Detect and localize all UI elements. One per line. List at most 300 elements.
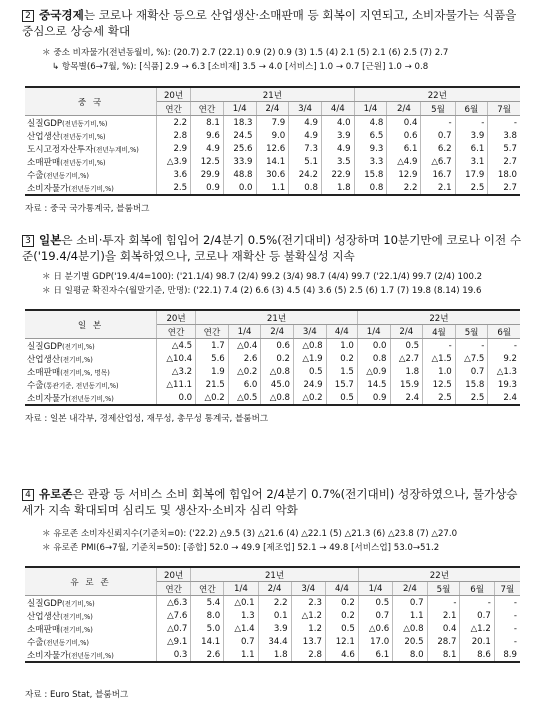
table-row (25, 339, 520, 353)
china-heading (22, 7, 527, 39)
table-cell: △1.2 (460, 622, 494, 635)
section-number: 3 (22, 235, 34, 247)
indicator-name: 실질GDP (27, 341, 63, 352)
table-cell: 22.9 (321, 168, 354, 181)
column-header: 연간 (157, 325, 196, 339)
row-label (25, 648, 157, 662)
table-row (25, 609, 520, 622)
table-cell: △0.8 (294, 339, 327, 353)
table-cell: 0.7 (421, 129, 455, 142)
table-cell: 2.9 (157, 142, 191, 155)
table-cell: △0.7 (157, 622, 191, 635)
table-cell: △1.4 (224, 622, 258, 635)
table-cell: 0.9 (357, 391, 390, 405)
year-group-header: 21년 (191, 567, 358, 582)
year-group-header: 20년 (157, 87, 191, 102)
table-row (25, 142, 520, 155)
table-cell: 6.5 (354, 129, 387, 142)
table-cell: △1.2 (291, 609, 325, 622)
indicator-unit: (전년동기비,%) (68, 394, 114, 403)
indicator-unit: (통관기준, 전년동기비,%) (43, 381, 119, 390)
table-row (25, 648, 520, 662)
table-cell: 5.4 (191, 596, 224, 610)
indicator-name: 수출 (27, 637, 44, 648)
table-cell: 0.4 (427, 622, 460, 635)
table-cell: 45.0 (261, 378, 294, 391)
table-row (25, 622, 520, 635)
table-cell: △0.8 (261, 365, 294, 378)
table-cell: △0.1 (224, 596, 258, 610)
table-cell: 2.8 (291, 648, 325, 662)
table-cell: 0.0 (157, 391, 196, 405)
table-cell: 19.3 (488, 378, 520, 391)
table-cell: 2.8 (157, 129, 191, 142)
table-cell: 0.2 (261, 352, 294, 365)
year-group-header: 21년 (191, 87, 355, 102)
table-cell: 2.4 (488, 391, 520, 405)
table-cell: 2.6 (228, 352, 261, 365)
row-label (25, 378, 157, 391)
column-header: 7월 (494, 582, 520, 596)
indicator-unit: (전년누계비,%) (93, 145, 139, 154)
table-cell: 4.9 (191, 142, 224, 155)
table-cell: 1.1 (393, 609, 427, 622)
column-header: 1/4 (354, 102, 387, 116)
table-cell: 2.1 (427, 609, 460, 622)
table-cell: 21.5 (196, 378, 229, 391)
table-cell: 14.1 (191, 635, 224, 648)
year-group-header: 22년 (354, 87, 520, 102)
indicator-unit: (전년동기비,%) (60, 132, 106, 141)
table-cell: 0.4 (387, 116, 421, 130)
row-label (25, 142, 157, 155)
table-cell: 1.5 (326, 365, 357, 378)
column-header: 3/4 (291, 582, 325, 596)
table-cell: 9.3 (354, 142, 387, 155)
heading-bold: 일본 (39, 233, 62, 247)
table-cell: 0.7 (224, 635, 258, 648)
table-cell: 1.1 (256, 181, 289, 195)
table-cell: 0.2 (326, 352, 357, 365)
table-cell: △1.5 (423, 352, 456, 365)
table-cell: 9.0 (256, 129, 289, 142)
row-label (25, 339, 157, 353)
table-row (25, 168, 520, 181)
table-cell: 1.7 (196, 339, 229, 353)
table-cell: 2.3 (291, 596, 325, 610)
table-cell: 8.1 (191, 116, 224, 130)
table-cell: 3.6 (157, 168, 191, 181)
column-header: 연간 (157, 582, 191, 596)
table-row (25, 596, 520, 610)
table-cell: 4.9 (321, 142, 354, 155)
table-row (25, 129, 520, 142)
table-cell: - (455, 116, 488, 130)
table-cell: 1.0 (326, 339, 357, 353)
table-cell: 15.7 (326, 378, 357, 391)
table-cell: △4.9 (387, 155, 421, 168)
table-row (25, 155, 520, 168)
table-cell: 5.7 (488, 142, 520, 155)
table-cell: 2.4 (390, 391, 423, 405)
table-cell: - (488, 116, 520, 130)
year-group-header: 20년 (157, 567, 191, 582)
indicator-name: 소매판매 (27, 624, 61, 635)
table-cell: △2.7 (390, 352, 423, 365)
table-cell: 0.7 (455, 365, 488, 378)
japan-note-1: ＊ 日 분기별 GDP('19.4/4=100): ('21.1/4) 98.7 (2/4) 99.2 (3/4) 98.7 (4/4) 99.7 ('22.1/4) 99.7 (2/4) 100.2 (42, 272, 483, 282)
row-label (25, 352, 157, 365)
row-label (25, 635, 157, 648)
table-cell: △1.3 (488, 365, 520, 378)
table-cell: 2.1 (421, 181, 455, 195)
column-header: 1/4 (224, 582, 258, 596)
table-cell: △3.2 (157, 365, 196, 378)
table-cell: 8.6 (460, 648, 494, 662)
table-cell: 1.1 (224, 648, 258, 662)
row-label (25, 622, 157, 635)
table-cell: 3.9 (455, 129, 488, 142)
column-header: 연간 (157, 102, 191, 116)
table-cell: △9.1 (157, 635, 191, 648)
column-header: 6월 (488, 325, 520, 339)
table-cell: 24.5 (223, 129, 256, 142)
table-cell: - (494, 609, 520, 622)
column-header: 2/4 (393, 582, 427, 596)
table-cell: △0.2 (294, 391, 327, 405)
table-cell: 0.8 (354, 181, 387, 195)
table-cell: △4.5 (157, 339, 196, 353)
table-cell: 0.5 (294, 365, 327, 378)
heading-bold: 유로존 (39, 487, 73, 501)
indicator-name: 도시고정자산투자 (27, 144, 94, 155)
indicator-name: 수출 (27, 170, 44, 181)
table-cell: 18.0 (488, 168, 520, 181)
indicator-unit: (전기비,%) (60, 612, 93, 621)
table-cell: 0.5 (358, 596, 392, 610)
table-cell: 4.9 (289, 129, 322, 142)
table-cell: - (494, 596, 520, 610)
heading-bold: 중국경제 (39, 8, 84, 22)
table-row (25, 378, 520, 391)
table-cell: 33.9 (223, 155, 256, 168)
table-cell: 1.9 (196, 365, 229, 378)
table-cell: 4.6 (325, 648, 358, 662)
column-header: 4월 (423, 325, 456, 339)
table-cell: △11.1 (157, 378, 196, 391)
table-cell: 1.8 (258, 648, 291, 662)
table-cell: 48.8 (223, 168, 256, 181)
table-cell: △3.9 (157, 155, 191, 168)
table-cell: 0.2 (325, 609, 358, 622)
table-cell: 9.2 (488, 352, 520, 365)
heading-text: 는 코로나 재확산 등으로 산업생산·소매판매 등 회복이 지연되고, 소비자물가는 식품을 중심으로 상승세 확대 (22, 8, 517, 38)
table-cell: - (494, 635, 520, 648)
table-cell: 29.9 (191, 168, 224, 181)
column-header: 5월 (455, 325, 488, 339)
row-label (25, 168, 157, 181)
table-cell: 1.8 (321, 181, 354, 195)
table-cell: 0.0 (357, 339, 390, 353)
indicator-name: 산업생산 (27, 131, 61, 142)
table-row (25, 181, 520, 195)
table-cell: △0.2 (196, 391, 229, 405)
table-cell: 1.3 (224, 609, 258, 622)
table-cell: △1.9 (294, 352, 327, 365)
table-cell: 8.0 (393, 648, 427, 662)
indicator-unit: (전기비,%) (60, 355, 93, 364)
row-label (25, 596, 157, 610)
heading-text: 은 소비·투자 회복에 힘입어 2/4분기 0.5%(전기대비) 성장하며 10분기만에 코로나 이전 수준('19.4/4분기)을 회복하였으나, 코로나 재확산 등 불확실성 지속 (22, 233, 522, 263)
table-cell: 6.1 (455, 142, 488, 155)
table-label: 중 국 (25, 87, 157, 116)
column-header: 2/4 (261, 325, 294, 339)
indicator-name: 소매판매 (27, 367, 61, 378)
table-cell: 34.4 (258, 635, 291, 648)
indicator-unit: (전기비,%) (62, 342, 95, 351)
row-label (25, 609, 157, 622)
table-cell: 25.6 (223, 142, 256, 155)
table-cell: 8.0 (191, 609, 224, 622)
table-cell: 6.1 (387, 142, 421, 155)
table-cell: 4.8 (354, 116, 387, 130)
indicator-unit: (전기비,%) (62, 599, 95, 608)
table-cell: 2.5 (455, 181, 488, 195)
table-cell: 24.9 (294, 378, 327, 391)
indicator-name: 실질GDP (27, 118, 63, 129)
table-cell: 2.7 (488, 181, 520, 195)
table-cell: 2.2 (387, 181, 421, 195)
indicator-name: 소비자물가 (27, 393, 69, 404)
euro-note-2: ＊ 유로존 PMI(6→7월, 기준치=50): [종합] 52.0 → 49.9 [제조업] 52.1 → 49.8 [서비스업] 53.0→51.2 (42, 543, 440, 553)
table-cell: 3.9 (258, 622, 291, 635)
table-cell: △0.8 (393, 622, 427, 635)
table-cell: 0.5 (390, 339, 423, 353)
indicator-name: 실질GDP (27, 598, 63, 609)
table-cell: 15.8 (455, 378, 488, 391)
table-cell: - (427, 596, 460, 610)
table-cell: 12.5 (191, 155, 224, 168)
table-cell: △0.4 (228, 339, 261, 353)
table-cell: 2.5 (157, 181, 191, 195)
japan-note-2: ＊ 日 일평균 확진자수(월말기준, 만명): ('22.1) 7.4 (2) 6.6 (3) 4.5 (4) 3.6 (5) 2.5 (6) 1.7 (7) 19.8 (8.14) 19.6 (42, 286, 482, 296)
table-cell: △0.5 (228, 391, 261, 405)
table-cell: △10.4 (157, 352, 196, 365)
table-cell: 12.1 (325, 635, 358, 648)
table-cell: 14.5 (357, 378, 390, 391)
table-cell: 3.5 (321, 155, 354, 168)
table-cell: △7.5 (455, 352, 488, 365)
table-cell: 3.3 (354, 155, 387, 168)
table-cell: 0.8 (289, 181, 322, 195)
table-cell: 2.5 (455, 391, 488, 405)
table-cell: 0.6 (387, 129, 421, 142)
table-cell: 13.7 (291, 635, 325, 648)
table-cell: 24.2 (289, 168, 322, 181)
indicator-name: 수출 (27, 380, 44, 391)
table-row (25, 365, 520, 378)
table-cell: 3.9 (321, 129, 354, 142)
table-cell: 0.8 (357, 352, 390, 365)
section-number: 4 (22, 489, 34, 501)
table-cell: - (421, 116, 455, 130)
table-row (25, 352, 520, 365)
table-row (25, 635, 520, 648)
column-header: 6월 (455, 102, 488, 116)
table-cell: 1.0 (423, 365, 456, 378)
table-cell: △6.7 (421, 155, 455, 168)
table-cell: 12.9 (387, 168, 421, 181)
indicator-unit: (전년동기비,%) (68, 651, 114, 660)
japan-table (25, 309, 520, 406)
indicator-unit: (전년동기비,%) (43, 638, 89, 647)
table-cell: 5.1 (289, 155, 322, 168)
table-cell: 14.1 (256, 155, 289, 168)
column-header: 3/4 (294, 325, 327, 339)
table-cell: 20.1 (460, 635, 494, 648)
table-cell: △7.6 (157, 609, 191, 622)
row-label (25, 155, 157, 168)
table-cell: △0.6 (358, 622, 392, 635)
table-cell: 0.1 (258, 609, 291, 622)
table-cell: 6.0 (228, 378, 261, 391)
table-cell: 12.6 (256, 142, 289, 155)
table-cell: 5.6 (196, 352, 229, 365)
table-cell: 0.5 (326, 391, 357, 405)
japan-heading (22, 232, 527, 264)
table-cell: 0.0 (223, 181, 256, 195)
row-label (25, 181, 157, 195)
table-cell: 2.6 (191, 648, 224, 662)
column-header: 2/4 (387, 102, 421, 116)
indicator-unit: (전년동기비,%) (60, 158, 106, 167)
china-note-2: ↳ 항목별(6→7월, %): [식품] 2.9 → 6.3 [소비재] 3.5 → 4.0 [서비스] 1.0 → 0.7 [근원] 1.0 → 0.8 (52, 62, 429, 72)
table-cell: - (494, 622, 520, 635)
column-header: 4/4 (325, 582, 358, 596)
table-cell: 0.7 (393, 596, 427, 610)
table-cell: 6.1 (358, 648, 392, 662)
row-label (25, 365, 157, 378)
indicator-name: 산업생산 (27, 354, 61, 365)
table-cell: 7.3 (289, 142, 322, 155)
indicator-unit: (전년동기비,%) (68, 184, 114, 193)
table-label: 유 로 존 (25, 567, 157, 596)
year-group-header: 20년 (157, 310, 196, 325)
column-header: 2/4 (256, 102, 289, 116)
column-header: 1/4 (228, 325, 261, 339)
table-cell: - (460, 596, 494, 610)
table-cell: 20.5 (393, 635, 427, 648)
indicator-unit: (전기비,%) (60, 625, 93, 634)
table-cell: 0.6 (261, 339, 294, 353)
table-cell: 0.5 (325, 622, 358, 635)
table-cell: 2.7 (488, 155, 520, 168)
table-cell: 3.1 (455, 155, 488, 168)
table-cell: 0.3 (157, 648, 191, 662)
table-cell: 16.7 (421, 168, 455, 181)
table-cell: 3.8 (488, 129, 520, 142)
table-cell: 8.1 (427, 648, 460, 662)
heading-text: 은 관광 등 서비스 소비 회복에 힘입어 2/4분기 0.7%(전기대비) 성장하였으나, 물가상승세가 지속 확대되며 심리도 및 생산자·소비자 심리 악화 (22, 487, 518, 517)
table-cell: △0.9 (357, 365, 390, 378)
table-cell: 5.0 (191, 622, 224, 635)
column-header: 연간 (191, 102, 224, 116)
column-header: 1/4 (357, 325, 390, 339)
table-cell: △6.3 (157, 596, 191, 610)
year-group-header: 21년 (196, 310, 358, 325)
table-cell: △0.8 (261, 391, 294, 405)
euro-note-1: ＊ 유로존 소비자신뢰지수(기준치=0): ('22.2) △9.5 (3) △21.6 (4) △22.1 (5) △21.3 (6) △23.8 (7) △27.0 (42, 529, 458, 539)
table-cell: 0.7 (460, 609, 494, 622)
table-cell: 30.6 (256, 168, 289, 181)
table-cell: 12.5 (423, 378, 456, 391)
table-cell: 2.2 (258, 596, 291, 610)
table-cell: 7.9 (256, 116, 289, 130)
japan-source: 자료 : 일본 내각부, 경제산업성, 재무성, 총무성 통계국, 블룸버그 (25, 414, 269, 424)
euro-heading (22, 486, 527, 518)
indicator-unit: (전년동기비,%) (62, 119, 108, 128)
table-cell: 2.2 (157, 116, 191, 130)
table-cell: 15.9 (390, 378, 423, 391)
china-note-1: ＊ 중소 비자물가(전년동월비, %): (20.7) 2.7 (22.1) 0.9 (2) 0.9 (3) 1.5 (4) 2.1 (5) 2.1 (6) 2.5 (7) 2.7 (42, 48, 449, 58)
china-source: 자료 : 중국 국가통계국, 블룸버그 (25, 204, 150, 214)
indicator-name: 소비자물가 (27, 183, 69, 194)
table-cell: 18.3 (223, 116, 256, 130)
column-header: 6월 (460, 582, 494, 596)
column-header: 연간 (196, 325, 229, 339)
indicator-name: 소매판매 (27, 157, 61, 168)
table-cell: 17.9 (455, 168, 488, 181)
row-label (25, 129, 157, 142)
indicator-unit: (전년동기비,%) (43, 171, 89, 180)
column-header: 4/4 (321, 102, 354, 116)
indicator-name: 산업생산 (27, 611, 61, 622)
table-cell: 6.2 (421, 142, 455, 155)
indicator-name: 소비자물가 (27, 650, 69, 661)
indicator-unit: (전기비,%, 명목) (60, 368, 110, 377)
table-cell: 0.9 (191, 181, 224, 195)
table-row (25, 116, 520, 130)
column-header: 2/4 (258, 582, 291, 596)
column-header: 7월 (488, 102, 520, 116)
table-cell: 0.2 (325, 596, 358, 610)
table-cell: - (488, 339, 520, 353)
euro-source: 자료 : Euro Stat, 블룸버그 (25, 690, 129, 700)
column-header: 1/4 (358, 582, 392, 596)
column-header: 5월 (421, 102, 455, 116)
table-cell: 17.0 (358, 635, 392, 648)
table-cell: 0.7 (358, 609, 392, 622)
column-header: 1/4 (223, 102, 256, 116)
column-header: 2/4 (390, 325, 423, 339)
euro-table (25, 566, 520, 663)
table-cell: - (455, 339, 488, 353)
table-label: 일 본 (25, 310, 157, 339)
row-label (25, 391, 157, 405)
table-cell: 9.6 (191, 129, 224, 142)
table-cell: - (423, 339, 456, 353)
column-header: 3/4 (289, 102, 322, 116)
year-group-header: 22년 (358, 567, 520, 582)
china-table (25, 86, 520, 196)
table-cell: △0.2 (228, 365, 261, 378)
table-cell: 8.9 (494, 648, 520, 662)
table-cell: 2.5 (423, 391, 456, 405)
row-label (25, 116, 157, 130)
table-cell: 1.2 (291, 622, 325, 635)
table-cell: 4.0 (321, 116, 354, 130)
column-header: 5월 (427, 582, 460, 596)
